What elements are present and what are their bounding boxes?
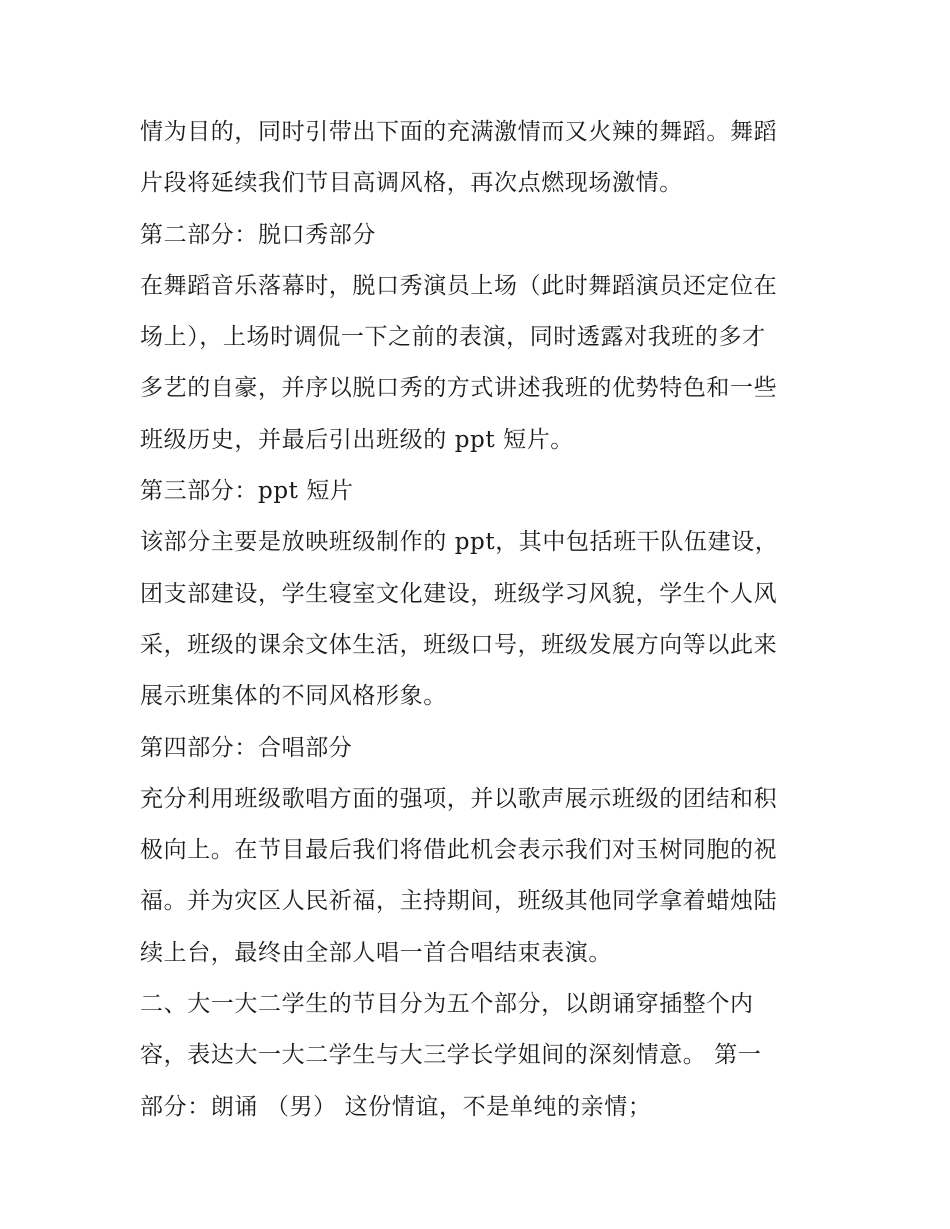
text-line: 采，班级的课余文体生活，班级口号，班级发展方向等以此来 — [140, 631, 778, 658]
text-line: 充分利用班级歌唱方面的强项，并以歌声展示班级的团结和积 — [140, 785, 778, 812]
text-line: 部分：朗诵 （男） 这份情谊，不是单纯的亲情； — [140, 1093, 652, 1120]
text-line: 在舞蹈音乐落幕时，脱口秀演员上场（此时舞蹈演员还定位在 — [140, 272, 778, 299]
text-line: 福。并为灾区人民祈福，主持期间，班级其他同学拿着蜡烛陆 — [140, 888, 778, 915]
text-line: 极向上。在节目最后我们将借此机会表示我们对玉树同胞的祝 — [140, 837, 778, 864]
text-line: 情为目的，同时引带出下面的充满激情而又火辣的舞蹈。舞蹈 — [140, 119, 778, 145]
text-line: 展示班集体的不同风格形象。 — [140, 683, 447, 710]
text-line: 容，表达大一大二学生与大三学长学姐间的深刻情意。 第一 — [140, 1042, 762, 1069]
text-line: 多艺的自豪，并序以脱口秀的方式讲述我班的优势特色和一些 — [140, 375, 778, 402]
document-body — [140, 107, 820, 1133]
text-line: 团支部建设，学生寝室文化建设，班级学习风貌，学生个人风 — [140, 580, 778, 607]
text-line: 续上台，最终由全部人唱一首合唱结束表演。 — [140, 939, 612, 966]
section-heading: 第二部分：脱口秀部分 — [140, 221, 376, 248]
section-heading: 第四部分：合唱部分 — [140, 734, 353, 761]
section-heading: 第三部分：ppt 短片 — [140, 478, 354, 505]
text-line: 该部分主要是放映班级制作的 ppt，其中包括班干队伍建设， — [140, 529, 779, 556]
text-line: 班级历史，并最后引出班级的 ppt 短片。 — [140, 426, 574, 453]
text-line: 片段将延续我们节目高调风格，再次点燃现场激情。 — [140, 170, 683, 197]
text-line: 场上），上场时调侃一下之前的表演，同时透露对我班的多才 — [140, 324, 766, 351]
text-line: 二、大一大二学生的节目分为五个部分，以朗诵穿插整个内 — [140, 991, 754, 1018]
